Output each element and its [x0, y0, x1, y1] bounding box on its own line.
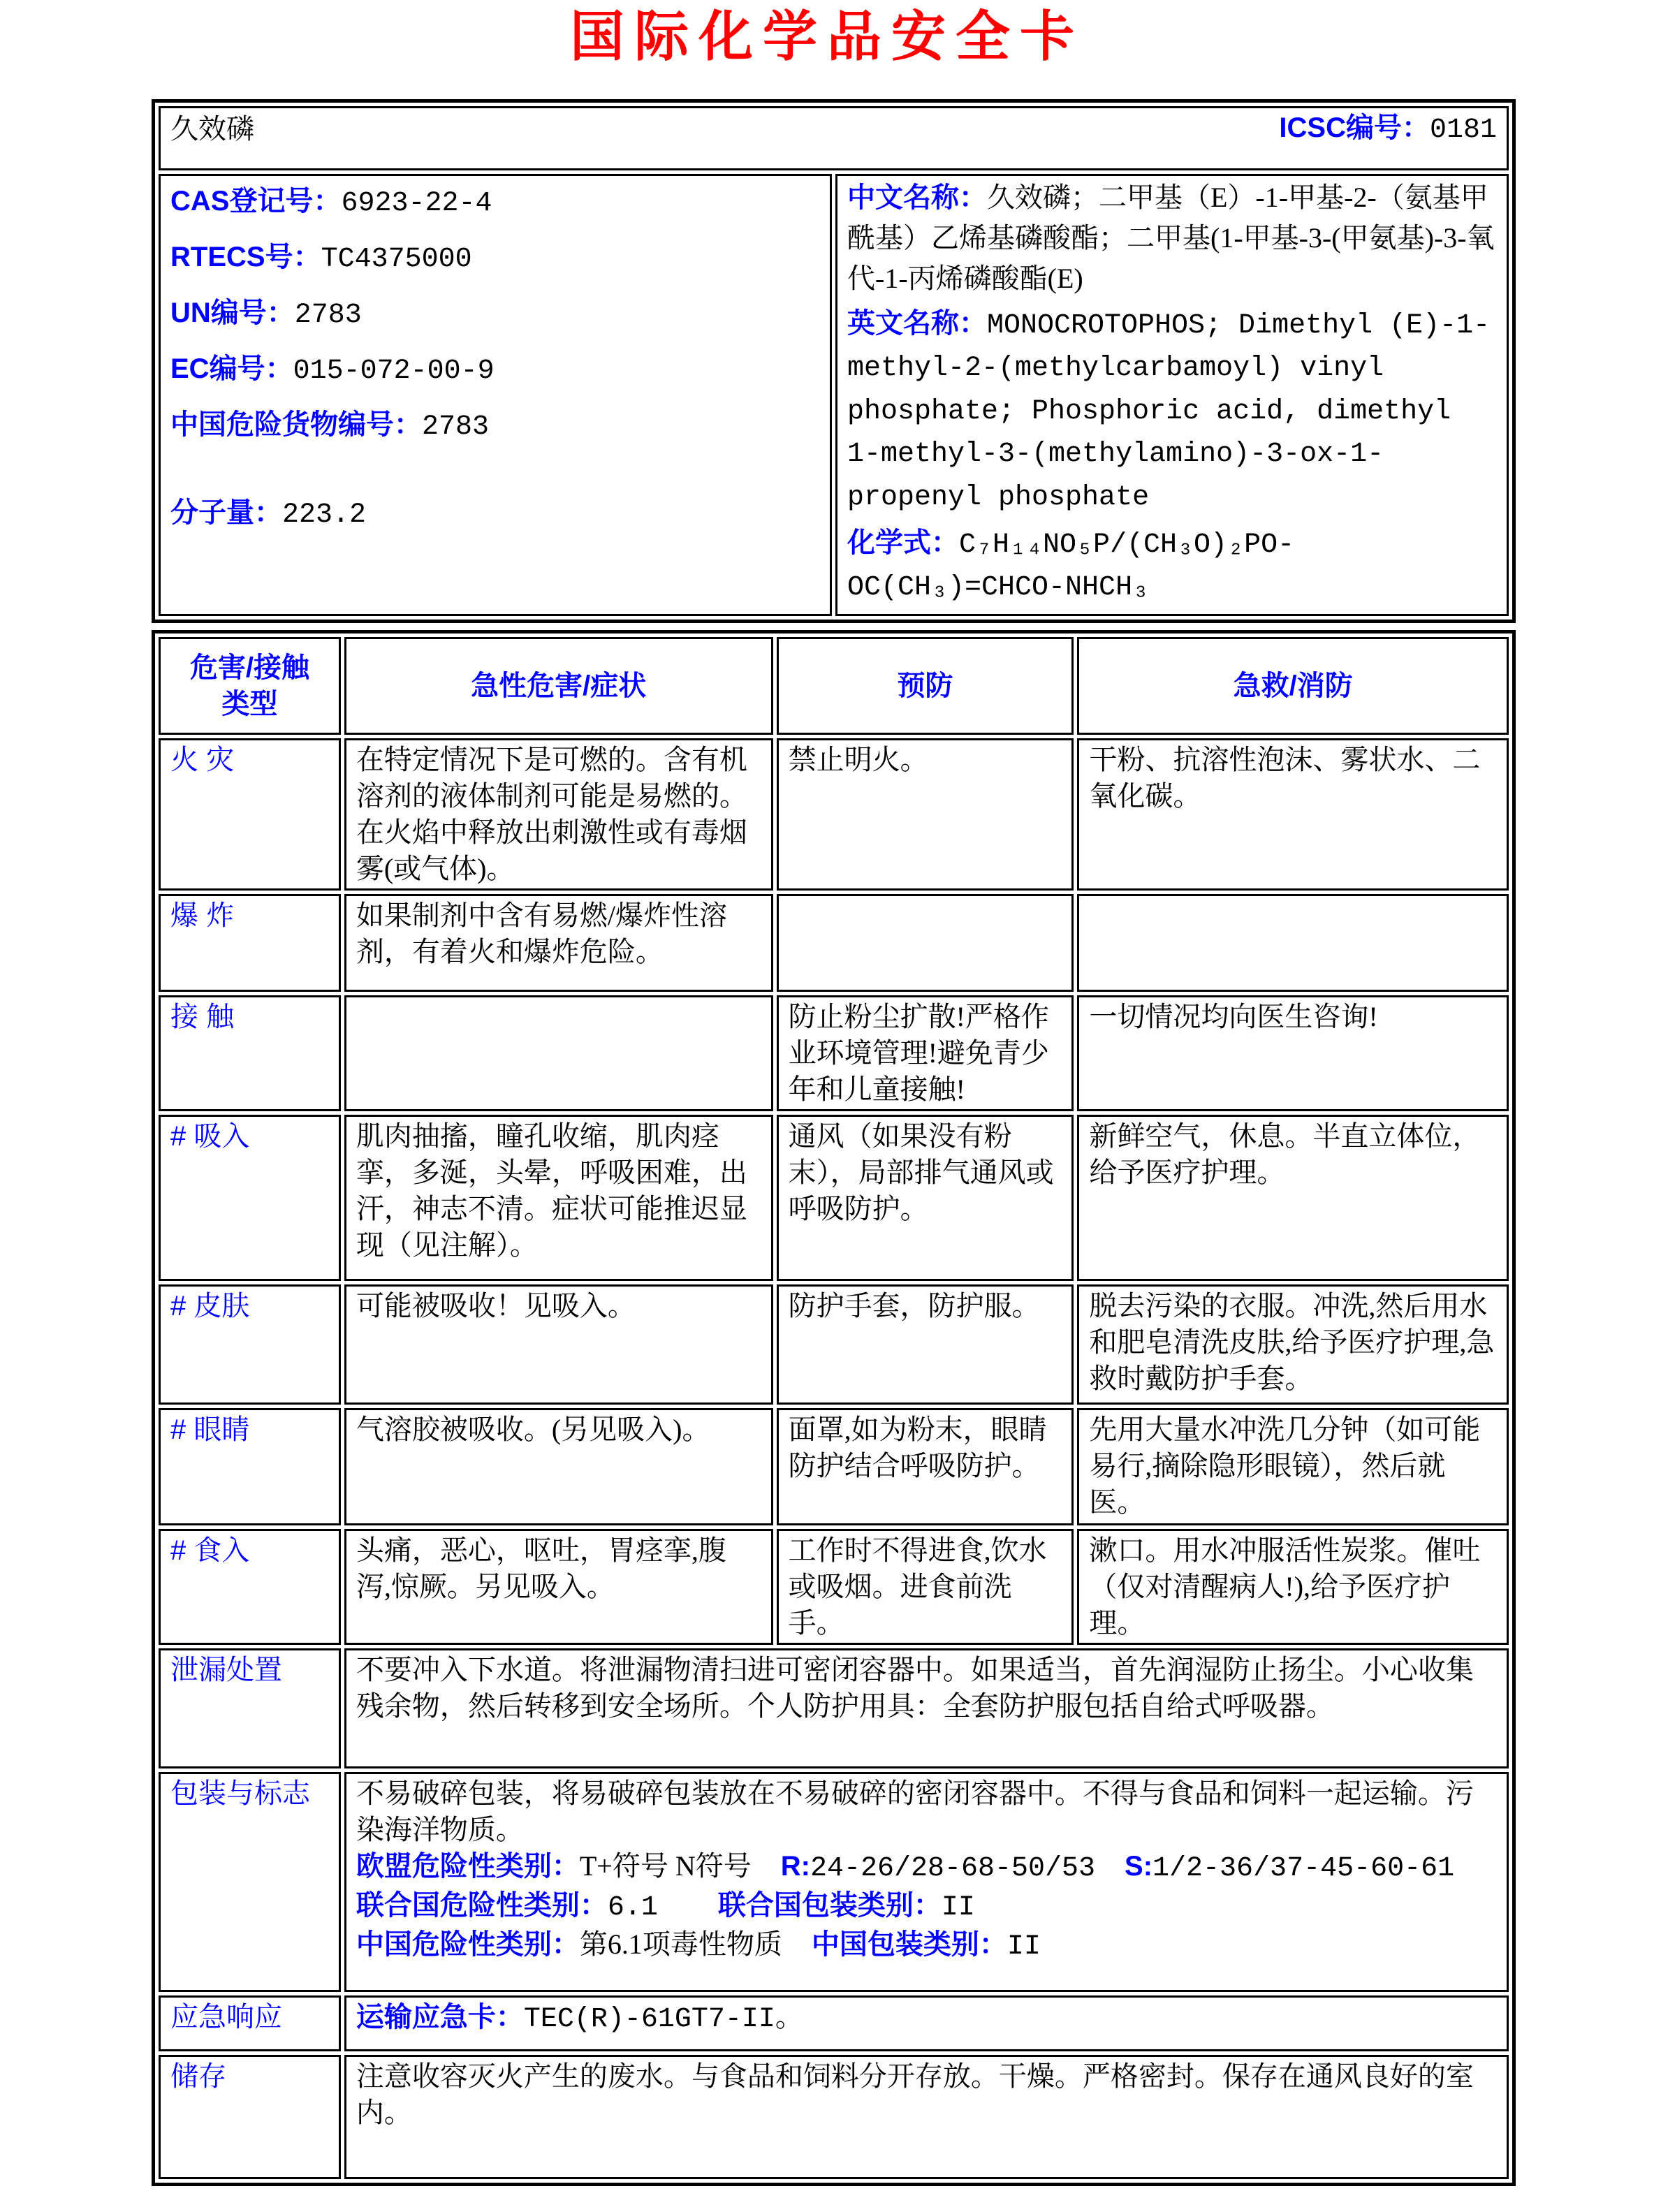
- explosion-row-label: 爆 炸: [159, 894, 341, 992]
- cas-value: 6923-22-4: [341, 187, 492, 219]
- eu-class-label: 欧盟危险性类别：: [356, 1850, 580, 1882]
- explosion-prevention-cell: [777, 894, 1074, 992]
- hazard-type-header: [159, 637, 341, 735]
- hazard-header-row: [159, 637, 1509, 735]
- fire-symptoms-cell: 在特定情况下是可燃的。含有机溶剂的液体制剂可能是易燃的。在火焰中释放出刺激性或有毒烟雾(或气体)。: [344, 738, 773, 891]
- storage-content-cell: 注意收容灭火产生的废水。与食品和饲料分开存放。干燥。严格密封。保存在通风良好的室内。: [344, 2055, 1509, 2179]
- r-phrases-label: R:: [780, 1850, 810, 1882]
- s-phrases-value: 1/2-36/37-45-60-61: [1152, 1852, 1455, 1884]
- packaging-content-cell: [344, 1772, 1509, 1992]
- exposure-row-label: 接 触: [159, 995, 341, 1111]
- explosion-symptoms-cell: 如果制剂中含有易燃/爆炸性溶剂，有着火和爆炸危险。: [344, 894, 773, 992]
- packaging-text: 不易破碎包装，将易破碎包装放在不易破碎的密闭容器中。不得与食品和饲料一起运输。污染海洋物质。: [356, 1777, 1474, 1845]
- skin-row: [159, 1284, 1509, 1405]
- formula-line: [847, 522, 1497, 608]
- mol-weight-line: [170, 495, 820, 534]
- mol-weight-label: 分子量：: [170, 497, 282, 528]
- english-name-value: MONOCROTOPHOS; Dimethyl (E)-1-methyl-2-(methylcarbamoyl) vinyl phosphate; Phosphoric acid, dimethyl 1-methyl-3-(methylamino)-3-ox-1-propenyl phosphate: [847, 309, 1491, 513]
- formula-value: C₇H₁₄NO₅P/(CH₃O)₂PO-OC(CH₃)=CHCO-NHCH₃: [847, 529, 1295, 604]
- cn-class-line: [356, 1926, 1497, 1965]
- mol-weight-value: 223.2: [282, 499, 367, 531]
- emergency-row-label: 应急响应: [159, 1995, 341, 2051]
- cas-line: [170, 183, 820, 222]
- eu-class-value: T+符号 N符号: [579, 1850, 752, 1882]
- hazard-type-header-line2: 类型: [221, 688, 278, 719]
- card-title-cell: [159, 106, 1509, 170]
- un-value: 2783: [294, 299, 362, 331]
- r-phrases-value: 24-26/28-68-50/53: [810, 1852, 1096, 1884]
- s-phrases-label: S:: [1125, 1850, 1153, 1882]
- skin-symptoms-cell: 可能被吸收！见吸入。: [344, 1284, 773, 1405]
- inhalation-row-label: # 吸入: [159, 1115, 341, 1281]
- explosion-row: [159, 894, 1509, 992]
- exposure-firstaid-cell: 一切情况均向医生咨询!: [1077, 995, 1509, 1111]
- icsc-number-label: ICSC编号：: [1279, 112, 1430, 143]
- inhalation-firstaid-cell: 新鲜空气，休息。半直立体位，给予医疗护理。: [1077, 1115, 1509, 1281]
- rtecs-label: RTECS号：: [170, 241, 321, 272]
- inhalation-row: [159, 1115, 1509, 1281]
- inhalation-symptoms-cell: 肌肉抽搐，瞳孔收缩，肌肉痉挛，多涎，头晕，呼吸困难，出汗，神志不清。症状可能推迟显现（见注解）。: [344, 1115, 773, 1281]
- cn-pack-label: 中国包装类别：: [811, 1928, 1007, 1960]
- cn-dg-number-label: 中国危险货物编号：: [170, 409, 422, 440]
- spillage-row-label: 泄漏处置: [159, 1648, 341, 1768]
- eyes-prevention-cell: 面罩,如为粉末，眼睛防护结合呼吸防护。: [777, 1408, 1074, 1525]
- fire-firstaid-cell: 干粉、抗溶性泡沫、雾状水、二氧化碳。: [1077, 738, 1509, 891]
- un-line: [170, 295, 820, 334]
- storage-row: [159, 2055, 1509, 2179]
- identity-left-cell: [159, 174, 832, 616]
- storage-row-label: 储存: [159, 2055, 341, 2179]
- ingestion-row: [159, 1529, 1509, 1645]
- emergency-content-cell: [344, 1995, 1509, 2051]
- identity-row: [159, 174, 1509, 616]
- ingestion-row-label: # 食入: [159, 1529, 341, 1645]
- ec-value: 015-072-00-9: [293, 355, 495, 387]
- un-class-value: 6.1: [607, 1891, 658, 1924]
- cn-dg-number-value: 2783: [422, 411, 490, 443]
- eyes-row-label: # 眼睛: [159, 1408, 341, 1525]
- un-pack-label: 联合国包装类别：: [717, 1889, 942, 1921]
- english-name-label: 英文名称：: [847, 307, 987, 339]
- identity-table: [152, 99, 1516, 623]
- exposure-prevention-cell: 防止粉尘扩散!严格作业环境管理!避免青少年和儿童接触!: [777, 995, 1074, 1111]
- icsc-page: [0, 7, 1654, 2212]
- fire-row: [159, 738, 1509, 891]
- eyes-row: [159, 1408, 1509, 1525]
- rtecs-line: [170, 239, 820, 278]
- un-pack-value: II: [941, 1891, 975, 1924]
- cas-label: CAS登记号：: [170, 185, 342, 217]
- spillage-row: [159, 1648, 1509, 1768]
- skin-firstaid-cell: 脱去污染的衣服。冲洗,然后用水和肥皂清洗皮肤,给予医疗护理,急救时戴防护手套。: [1077, 1284, 1509, 1405]
- exposure-symptoms-cell: [344, 995, 773, 1111]
- inhalation-prevention-cell: 通风（如果没有粉末），局部排气通风或呼吸防护。: [777, 1115, 1074, 1281]
- ingestion-symptoms-cell: 头痛，恶心，呕吐，胃痉挛,腹泻,惊厥。另见吸入。: [344, 1529, 773, 1645]
- prevention-header: 预防: [777, 637, 1074, 735]
- cn-dg-number-line: [170, 406, 820, 446]
- formula-label: 化学式：: [847, 527, 959, 558]
- skin-prevention-cell: 防护手套，防护服。: [777, 1284, 1074, 1405]
- cn-class-label: 中国危险性类别：: [356, 1928, 580, 1960]
- card-title-row: [159, 106, 1509, 170]
- substance-name: 久效磷: [170, 112, 254, 145]
- icsc-number-value: 0181: [1429, 114, 1497, 146]
- rtecs-value: TC4375000: [321, 243, 472, 275]
- spillage-content-cell: 不要冲入下水道。将泄漏物清扫进可密闭容器中。如果适当，首先润湿防止扬尘。小心收集残余物，然后转移到安全场所。个人防护用具：全套防护服包括自给式呼吸器。: [344, 1648, 1509, 1768]
- packaging-row: [159, 1772, 1509, 1992]
- ec-label: EC编号：: [170, 353, 293, 384]
- emergency-row: [159, 1995, 1509, 2051]
- chinese-name-line: [847, 177, 1497, 299]
- fire-row-label: 火 灾: [159, 738, 341, 891]
- packaging-row-label: 包装与标志: [159, 1772, 341, 1992]
- un-label: UN编号：: [170, 297, 295, 328]
- page-title: 国际化学品安全卡: [569, 6, 1084, 67]
- un-class-line: [356, 1887, 1497, 1926]
- fire-prevention-cell: 禁止明火。: [777, 738, 1074, 891]
- english-name-line: [847, 303, 1497, 518]
- cn-class-value: 第6.1项毒性物质: [579, 1928, 782, 1960]
- eu-class-line: [356, 1848, 1497, 1887]
- firstaid-header: 急救/消防: [1077, 637, 1509, 735]
- exposure-row: [159, 995, 1509, 1111]
- skin-row-label: # 皮肤: [159, 1284, 341, 1405]
- chinese-name-label: 中文名称：: [847, 182, 987, 213]
- eyes-firstaid-cell: 先用大量水冲洗几分钟（如可能易行,摘除隐形眼镜），然后就医。: [1077, 1408, 1509, 1525]
- hazard-type-header-line1: 危害/接触: [189, 652, 309, 683]
- symptoms-header: 急性危害/症状: [344, 637, 773, 735]
- identity-right-cell: [835, 174, 1509, 616]
- ingestion-prevention-cell: 工作时不得进食,饮水或吸烟。进食前洗手。: [777, 1529, 1074, 1645]
- chinese-name-value: 久效磷；二甲基（E）-1-甲基-2-（氨基甲酰基）乙烯基磷酸酯；二甲基(1-甲基-3-(甲氨基)-3-氧代-1-丙烯磷酸酯(E): [847, 181, 1495, 294]
- ec-line: [170, 351, 820, 390]
- hazard-table: [152, 630, 1516, 2186]
- icsc-number: [1279, 110, 1497, 149]
- ingestion-firstaid-cell: 漱口。用水冲服活性炭浆。催吐（仅对清醒病人!),给予医疗护理。: [1077, 1529, 1509, 1645]
- un-class-label: 联合国危险性类别：: [356, 1889, 608, 1921]
- transport-card-value: TEC(R)-61GT7-II。: [523, 2003, 803, 2035]
- explosion-firstaid-cell: [1077, 894, 1509, 992]
- transport-card-label: 运输应急卡：: [356, 2001, 524, 2032]
- eyes-symptoms-cell: 气溶胶被吸收。(另见吸入)。: [344, 1408, 773, 1525]
- cn-pack-value: II: [1007, 1931, 1041, 1963]
